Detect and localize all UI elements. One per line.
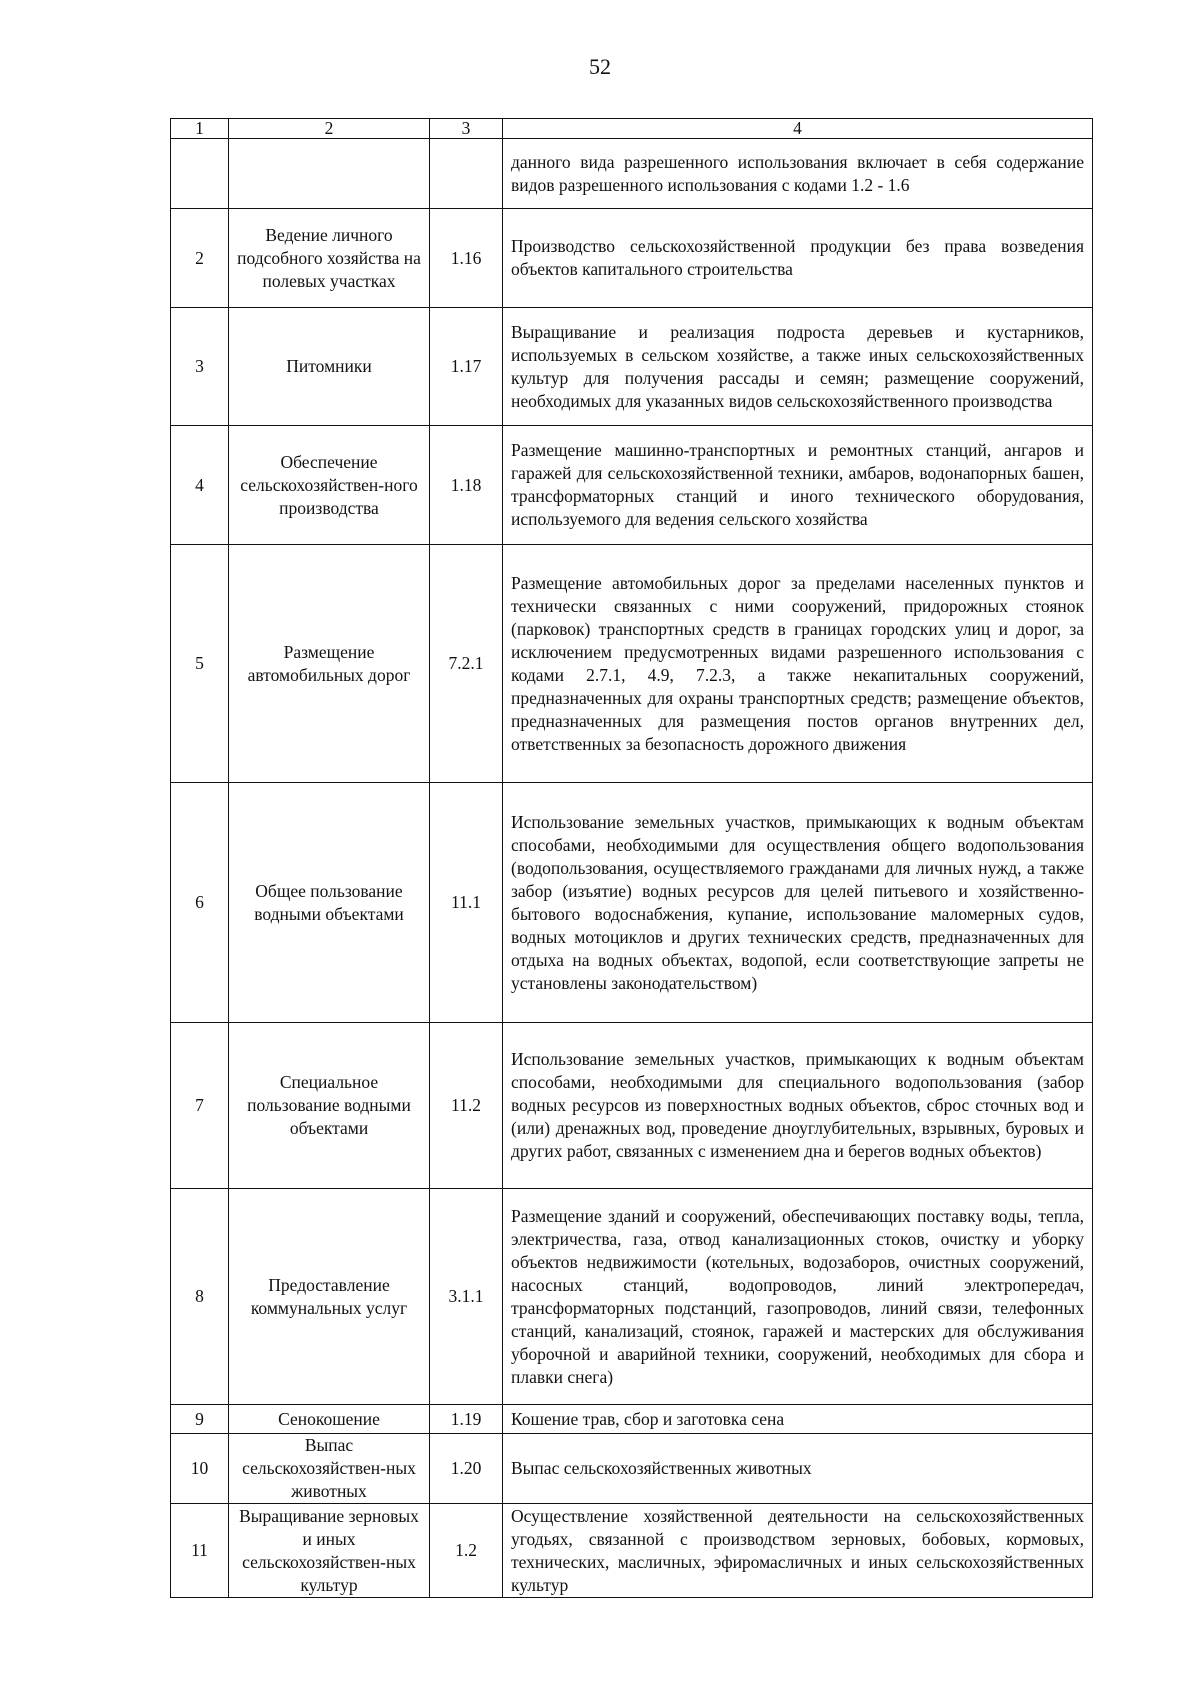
row-number: 11 [171,1504,229,1598]
table-header [171,119,1093,139]
land-use-table [170,118,1093,1598]
use-type-code: 1.2 [430,1504,503,1598]
use-type-description: Кошение трав, сбор и заготовка сена [503,1405,1093,1434]
row-number [171,139,229,209]
use-type-name: Общее пользование водными объектами [229,783,430,1023]
row-number: 5 [171,545,229,783]
use-type-description: Использование земельных участков, примыкающих к водным объектам способами, необходимыми для осуществления общего водопользования (водопользования, осуществляемого гражданами для личных нужд, а также забор (изъятие) водных ресурсов для целей питьевого и хозяйственно-бытового водоснабжения, купание, использование маломерных судов, водных мотоциклов и других технических средств, предназначенных для отдыха на водных объектах, водопой, если соответствующие запреты не установлены законодательством) [503,783,1093,1023]
use-type-name: Обеспечение сельскохозяйствен-ного производства [229,426,430,545]
use-type-name [229,139,430,209]
use-type-name: Размещение автомобильных дорог [229,545,430,783]
row-number: 2 [171,209,229,308]
table-row [171,783,1093,1023]
header-row [171,119,1093,139]
use-type-description: Выпас сельскохозяйственных животных [503,1434,1093,1504]
use-type-description: Производство сельскохозяйственной продукции без права возведения объектов капитального строительства [503,209,1093,308]
row-number: 3 [171,308,229,426]
table-row [171,1023,1093,1189]
use-type-code: 7.2.1 [430,545,503,783]
page-number: 52 [589,54,611,79]
table-row [171,1405,1093,1434]
use-type-code: 1.19 [430,1405,503,1434]
use-type-code: 1.18 [430,426,503,545]
use-type-description: Размещение зданий и сооружений, обеспечивающих поставку воды, тепла, электричества, газа, отвод канализационных стоков, очистку и уборку объектов недвижимости (котельных, водозаборов, очистных сооружений, насосных станций, водопроводов, линий электропередач, трансформаторных подстанций, газопроводов, линий связи, телефонных станций, канализаций, стоянок, гаражей и мастерских для обслуживания уборочной и аварийной техники, сооружений, необходимых для сбора и плавки снега) [503,1189,1093,1405]
use-type-name: Ведение личного подсобного хозяйства на полевых участках [229,209,430,308]
row-number: 4 [171,426,229,545]
header-col-4: 4 [503,119,1093,139]
use-type-description: Осуществление хозяйственной деятельности на сельскохозяйственных угодьях, связанной с производством зерновых, бобовых, кормовых, технических, масличных, эфиромасличных и иных сельскохозяйственных культур [503,1504,1093,1598]
row-number: 10 [171,1434,229,1504]
row-number: 7 [171,1023,229,1189]
table-row [171,1434,1093,1504]
use-type-description: Использование земельных участков, примыкающих к водным объектам способами, необходимыми для специального водопользования (забор водных ресурсов из поверхностных водных объектов, сброс сточных вод и (или) дренажных вод, проведение дноуглубительных, взрывных, буровых и других работ, связанных с изменением дна и берегов водных объектов) [503,1023,1093,1189]
row-number: 9 [171,1405,229,1434]
use-type-name: Выпас сельскохозяйствен-ных животных [229,1434,430,1504]
use-type-name: Питомники [229,308,430,426]
use-type-code: 3.1.1 [430,1189,503,1405]
table-row [171,209,1093,308]
use-type-code: 11.1 [430,783,503,1023]
table-row [171,1504,1093,1598]
row-number: 8 [171,1189,229,1405]
use-type-code [430,139,503,209]
use-type-description: Размещение машинно-транспортных и ремонтных станций, ангаров и гаражей для сельскохозяйственной техники, амбаров, водонапорных башен, трансформаторных станций и иного технического оборудования, используемого для ведения сельского хозяйства [503,426,1093,545]
use-type-code: 1.16 [430,209,503,308]
header-col-3: 3 [430,119,503,139]
use-type-code: 11.2 [430,1023,503,1189]
use-type-description: данного вида разрешенного использования включает в себя содержание видов разрешенного использования с кодами 1.2 - 1.6 [503,139,1093,209]
use-type-name: Выращивание зерновых и иных сельскохозяйствен-ных культур [229,1504,430,1598]
use-type-code: 1.17 [430,308,503,426]
row-number: 6 [171,783,229,1023]
table-row [171,426,1093,545]
table-body [171,139,1093,1598]
use-type-code: 1.20 [430,1434,503,1504]
use-type-name: Предоставление коммунальных услуг [229,1189,430,1405]
table-row [171,308,1093,426]
table-row [171,545,1093,783]
use-type-description: Размещение автомобильных дорог за пределами населенных пунктов и технически связанных с ними сооружений, придорожных стоянок (парковок) транспортных средств в границах городских улиц и дорог, за исключением предусмотренных видами разрешенного использования с кодами 2.7.1, 4.9, 7.2.3, а также некапитальных сооружений, предназначенных для охраны транспортных средств; размещение объектов, предназначенных для размещения постов органов внутренних дел, ответственных за безопасность дорожного движения [503,545,1093,783]
header-col-1: 1 [171,119,229,139]
use-type-name: Сенокошение [229,1405,430,1434]
use-type-description: Выращивание и реализация подроста деревьев и кустарников, используемых в сельском хозяйстве, а также иных сельскохозяйственных культур для получения рассады и семян; размещение сооружений, необходимых для указанных видов сельскохозяйственного производства [503,308,1093,426]
table-row [171,1189,1093,1405]
table-row [171,139,1093,209]
use-type-name: Специальное пользование водными объектами [229,1023,430,1189]
header-col-2: 2 [229,119,430,139]
